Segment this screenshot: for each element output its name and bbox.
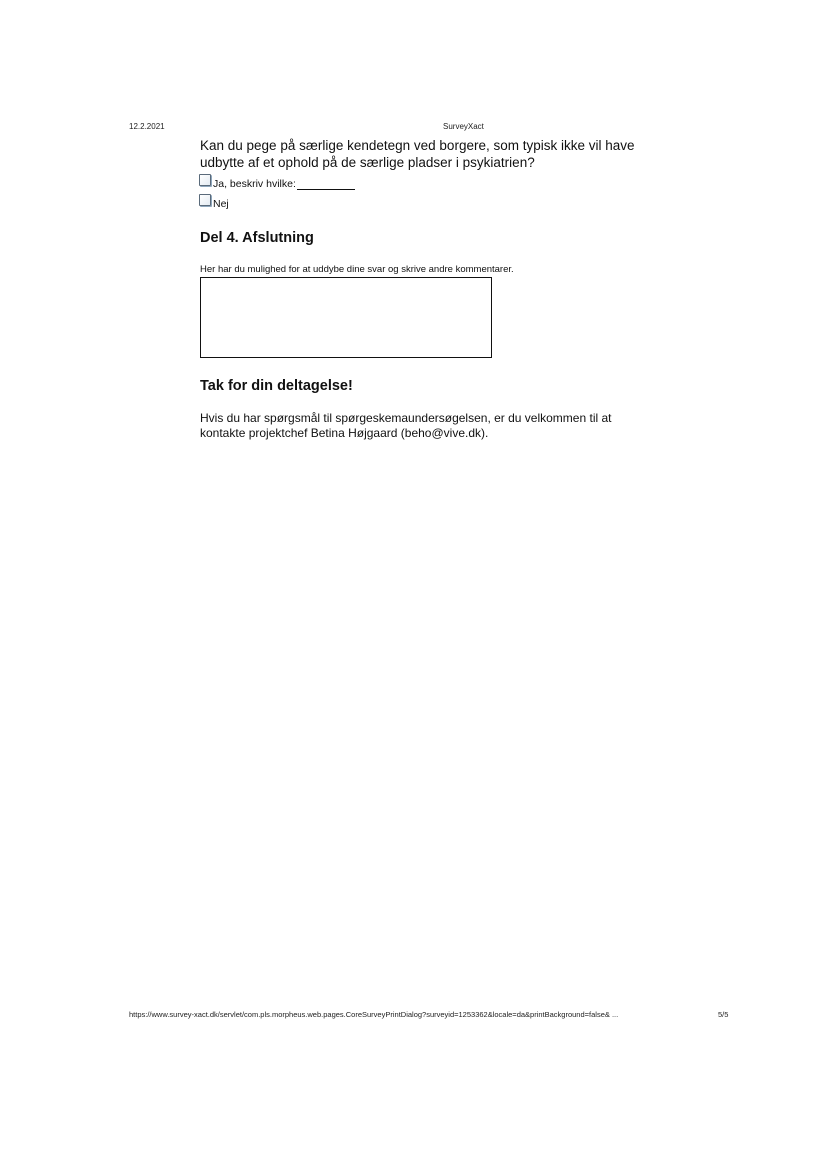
print-header-date: 12.2.2021 (129, 122, 165, 131)
option-yes-label: Ja, beskriv hvilke: (213, 178, 296, 190)
section-instruction: Her har du mulighed for at uddybe dine svar og skrive andre kommentarer. (200, 264, 514, 275)
contact-text: Hvis du har spørgsmål til spørgeskemaundersøgelsen, er du velkommen til at kontakte projektchef Betina Højgaard (beho@vive.dk). (200, 411, 612, 440)
question-text: Kan du pege på særlige kendetegn ved borgere, som typisk ikke vil have udbytte af et ophold på de særlige pladser i psykiatrien? (200, 138, 635, 170)
option-no[interactable] (199, 194, 229, 210)
print-header-app-name: SurveyXact (443, 122, 484, 131)
checkbox-icon[interactable] (199, 194, 211, 206)
comment-textarea[interactable] (200, 277, 492, 358)
checkbox-icon[interactable] (199, 174, 211, 186)
print-footer-page-number: 5/5 (718, 1010, 729, 1019)
thanks-title: Tak for din deltagelse! (200, 378, 353, 394)
describe-input-line[interactable] (297, 177, 355, 190)
option-no-label: Nej (213, 198, 229, 210)
option-yes[interactable] (199, 174, 355, 190)
section-title: Del 4. Afslutning (200, 230, 314, 246)
print-footer-url: https://www.survey-xact.dk/servlet/com.pls.morpheus.web.pages.CoreSurveyPrintDialog?surveyid=1253362&locale=da&printBackground=false& ... (129, 1010, 619, 1019)
